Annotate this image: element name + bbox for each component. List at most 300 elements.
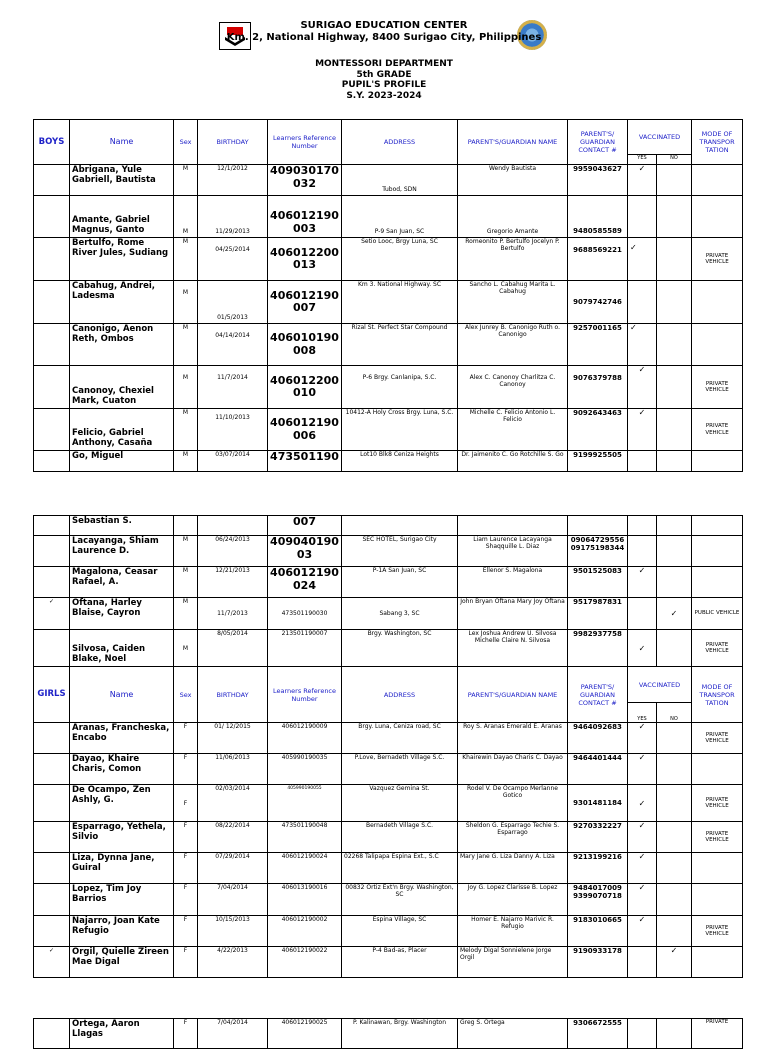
row-number bbox=[34, 853, 70, 884]
col-transport: MODE OF TRANSPOR TATION bbox=[692, 120, 743, 165]
transport-mode bbox=[692, 754, 743, 785]
pupil-birthday: 11/10/2013 bbox=[198, 409, 268, 451]
row-number bbox=[34, 754, 70, 785]
vaccinated-yes: ✓ bbox=[628, 822, 657, 853]
vaccinated-no bbox=[657, 536, 692, 567]
pupil-name: Silvosa, Caiden Blake, Noel bbox=[70, 630, 174, 667]
pupil-lrn: 473501190048 bbox=[268, 822, 342, 853]
pupil-lrn: 406012190024 bbox=[268, 853, 342, 884]
guardian-name: John Bryan Oftana Mary Joy Oftana bbox=[458, 598, 568, 630]
guardian-name: Gregorio Amante bbox=[458, 196, 568, 238]
vaccinated-yes: ✓ bbox=[628, 884, 657, 916]
pupil-address: Km 3. National Highway. SC bbox=[342, 281, 458, 324]
pupil-birthday bbox=[198, 516, 268, 536]
pupil-address: Tubod, SDN bbox=[342, 165, 458, 196]
guardian-contact: 9076379788 bbox=[568, 366, 628, 409]
pupil-name: Canonoy, Chexiel Mark, Cuaton bbox=[70, 366, 174, 409]
pupil-address: Sabang 3, SC bbox=[342, 598, 458, 630]
pupil-birthday: 10/15/2013 bbox=[198, 916, 268, 947]
guardian-contact: 9306672555 bbox=[568, 1019, 628, 1049]
table-row bbox=[34, 165, 743, 196]
pupil-lrn: 007 bbox=[268, 516, 342, 536]
col-sex: Sex bbox=[174, 120, 198, 165]
pupil-lrn: 405990190055 bbox=[268, 785, 342, 822]
pupil-lrn: 406012190025 bbox=[268, 1019, 342, 1049]
row-number bbox=[34, 916, 70, 947]
guardian-name: Roy S. Aranas Emerald E. Aranas bbox=[458, 723, 568, 754]
vaccinated-no bbox=[657, 366, 692, 409]
guardian-contact: 9464401444 bbox=[568, 754, 628, 785]
pupil-lrn: 406012200 010 bbox=[268, 366, 342, 409]
col-address: ADDRESS bbox=[342, 120, 458, 165]
table-row bbox=[34, 822, 743, 853]
pupil-address: 02268 Talipapa Espina Ext., S.C bbox=[342, 853, 458, 884]
pupil-birthday: 07/29/2014 bbox=[198, 853, 268, 884]
table-row bbox=[34, 366, 743, 409]
pupil-sex: M bbox=[174, 598, 198, 630]
table-row bbox=[34, 853, 743, 884]
guardian-name bbox=[458, 516, 568, 536]
profile-table-1 bbox=[33, 119, 743, 472]
pupil-name: Orgil, Quielle Zireen Mae Digal bbox=[70, 947, 174, 978]
transport-mode: PRIVATE VEHICLE bbox=[692, 916, 743, 947]
col-vaccinated-no: NO bbox=[657, 703, 692, 723]
guardian-contact: 9959043627 bbox=[568, 165, 628, 196]
vaccinated-yes: ✓ bbox=[628, 723, 657, 754]
pupil-name: Cabahug, Andrei, Ladesma bbox=[70, 281, 174, 324]
vaccinated-yes: ✓ bbox=[628, 916, 657, 947]
transport-mode bbox=[692, 536, 743, 567]
table-row bbox=[34, 884, 743, 916]
table-row bbox=[34, 723, 743, 754]
transport-mode: PRIVATE VEHICLE bbox=[692, 723, 743, 754]
vaccinated-no bbox=[657, 567, 692, 598]
col-birthday: BIRTHDAY bbox=[198, 120, 268, 165]
transport-mode: PRIVATE VEHICLE bbox=[692, 630, 743, 667]
pupil-name: Oftana, Harley Blaise, Cayron bbox=[70, 598, 174, 630]
pupil-address: 10412-A Holy Cross Brgy. Luna, S.C. bbox=[342, 409, 458, 451]
row-number: ✓ bbox=[34, 947, 70, 978]
pupil-birthday: 11/7/2014 bbox=[198, 366, 268, 409]
transport-mode bbox=[692, 567, 743, 598]
vaccinated-no bbox=[657, 785, 692, 822]
pupil-address: Bernadeth Village S.C. bbox=[342, 822, 458, 853]
guardian-name: Wendy Bautista bbox=[458, 165, 568, 196]
pupil-name: Lacayanga, Shiam Laurence D. bbox=[70, 536, 174, 567]
pupil-sex: F bbox=[174, 916, 198, 947]
guardian-name: Romeonito P. Bertulfo Jocelyn P. Bertulfo bbox=[458, 238, 568, 281]
vaccinated-yes: ✓ bbox=[628, 366, 657, 409]
col-address: ADDRESS bbox=[342, 667, 458, 723]
pupil-sex: M bbox=[174, 366, 198, 409]
pupil-lrn: 406012190 007 bbox=[268, 281, 342, 324]
pupil-birthday: 11/7/2013 bbox=[198, 598, 268, 630]
pupil-sex: F bbox=[174, 785, 198, 822]
vaccinated-no bbox=[657, 822, 692, 853]
pupil-birthday: 03/07/2014 bbox=[198, 451, 268, 472]
table-row bbox=[34, 947, 743, 978]
school-name: SURIGAO EDUCATION CENTER bbox=[300, 20, 468, 31]
guardian-contact: 9982937758 bbox=[568, 630, 628, 667]
pupil-birthday: 04/14/2014 bbox=[198, 324, 268, 366]
pupil-birthday: 11/06/2013 bbox=[198, 754, 268, 785]
col-sex: Sex bbox=[174, 667, 198, 723]
table-row bbox=[34, 451, 743, 472]
row-number bbox=[34, 536, 70, 567]
guardian-name: Mary Jane G. Liza Danny A. Liza bbox=[458, 853, 568, 884]
pupil-sex: F bbox=[174, 723, 198, 754]
vaccinated-yes bbox=[628, 947, 657, 978]
vaccinated-yes: ✓ bbox=[628, 853, 657, 884]
vaccinated-yes bbox=[628, 281, 657, 324]
vaccinated-yes: ✓ bbox=[628, 324, 657, 366]
pupil-sex: F bbox=[174, 822, 198, 853]
vaccinated-no bbox=[657, 196, 692, 238]
pupil-name: Go, Miguel bbox=[70, 451, 174, 472]
pupil-lrn: 473501190030 bbox=[268, 598, 342, 630]
profile-table-2 bbox=[33, 515, 743, 978]
guardian-contact: 9480585589 bbox=[568, 196, 628, 238]
col-name: Name bbox=[70, 667, 174, 723]
table-row bbox=[34, 785, 743, 822]
vaccinated-yes: ✓ bbox=[628, 754, 657, 785]
row-number bbox=[34, 785, 70, 822]
vaccinated-yes: ✓ bbox=[628, 238, 657, 281]
pupil-birthday: 11/29/2013 bbox=[198, 196, 268, 238]
table-row bbox=[34, 598, 743, 630]
pupil-birthday: 08/22/2014 bbox=[198, 822, 268, 853]
transport-mode: PRIVATE VEHICLE bbox=[692, 409, 743, 451]
guardian-contact bbox=[568, 516, 628, 536]
pupil-name: Dayao, Khaire Charis, Comon bbox=[70, 754, 174, 785]
vaccinated-yes bbox=[628, 1019, 657, 1049]
guardian-name: Greg S. Ortega bbox=[458, 1019, 568, 1049]
guardian-contact: 9688569221 bbox=[568, 238, 628, 281]
pupil-sex: F bbox=[174, 947, 198, 978]
vaccinated-no bbox=[657, 754, 692, 785]
pupil-name: Ortega, Aaron Llagas bbox=[70, 1019, 174, 1049]
page-title: PUPIL'S PROFILE bbox=[341, 80, 427, 90]
guardian-name: Joy G. Lopez Clarisse B. Lopez bbox=[458, 884, 568, 916]
pupil-address: Setio Looc, Brgy Luna, SC bbox=[342, 238, 458, 281]
col-birthday: BIRTHDAY bbox=[198, 667, 268, 723]
row-number bbox=[34, 1019, 70, 1049]
pupil-lrn: 406012190 006 bbox=[268, 409, 342, 451]
pupil-birthday: 02/03/2014 bbox=[198, 785, 268, 822]
guardian-name: Melody Digal Sonnielene Jorge Orgil bbox=[458, 947, 568, 978]
guardian-name: Khairewin Dayao Charis C. Dayao bbox=[458, 754, 568, 785]
vaccinated-yes bbox=[628, 598, 657, 630]
guardian-name: Michelle C. Felicio Antonio L. Felicio bbox=[458, 409, 568, 451]
pupil-address: Rizal St. Perfect Star Compound bbox=[342, 324, 458, 366]
pupil-birthday: 7/04/2014 bbox=[198, 1019, 268, 1049]
row-number bbox=[34, 366, 70, 409]
vaccinated-no bbox=[657, 165, 692, 196]
pupil-name: Lopez, Tim Joy Barrios bbox=[70, 884, 174, 916]
vaccinated-no bbox=[657, 853, 692, 884]
grade: 5th GRADE bbox=[356, 69, 412, 80]
pupil-lrn: 406012190009 bbox=[268, 723, 342, 754]
guardian-contact: 9301481184 bbox=[568, 785, 628, 822]
vaccinated-no: ✓ bbox=[657, 598, 692, 630]
transport-mode bbox=[692, 451, 743, 472]
pupil-address: P.Love, Bernadeth Village S.C. bbox=[342, 754, 458, 785]
table-row bbox=[34, 324, 743, 366]
row-number bbox=[34, 884, 70, 916]
header-row bbox=[34, 667, 743, 703]
pupil-sex: M bbox=[174, 165, 198, 196]
transport-mode bbox=[692, 196, 743, 238]
vaccinated-no: ✓ bbox=[657, 947, 692, 978]
vaccinated-no bbox=[657, 281, 692, 324]
pupil-lrn: 213501190007 bbox=[268, 630, 342, 667]
guardian-contact: 9190933178 bbox=[568, 947, 628, 978]
vaccinated-no bbox=[657, 324, 692, 366]
pupil-lrn: 409030170 032 bbox=[268, 165, 342, 196]
col-contact: PARENT'S/ GUARDIAN CONTACT # bbox=[568, 120, 628, 165]
pupil-name: Aranas, Francheska, Encabo bbox=[70, 723, 174, 754]
col-vaccinated: VACCINATED bbox=[628, 120, 692, 155]
pupil-address: Lot10 Blk8 Ceniza Heights bbox=[342, 451, 458, 472]
pupil-name: Esparrago, Yethela, Silvio bbox=[70, 822, 174, 853]
vaccinated-no bbox=[657, 409, 692, 451]
pupil-address: P. Kalinawan, Brgy. Washington bbox=[342, 1019, 458, 1049]
guardian-name: Alex C. Canonoy Charlitza C. Canonoy bbox=[458, 366, 568, 409]
pupil-birthday: 7/04/2014 bbox=[198, 884, 268, 916]
pupil-lrn: 409040190 03 bbox=[268, 536, 342, 567]
pupil-sex: F bbox=[174, 884, 198, 916]
pupil-address bbox=[342, 516, 458, 536]
transport-mode bbox=[692, 947, 743, 978]
table-row bbox=[34, 630, 743, 667]
pupil-address: SEC HOTEL, Surigao City bbox=[342, 536, 458, 567]
guardian-name: Liam Laurence Lacayanga Shaqquille L. Diaz bbox=[458, 536, 568, 567]
vaccinated-no bbox=[657, 723, 692, 754]
guardian-name: Dr. Jaimenito C. Go Rotchille S. Go bbox=[458, 451, 568, 472]
transport-mode bbox=[692, 853, 743, 884]
guardian-contact: 9183010665 bbox=[568, 916, 628, 947]
vaccinated-no bbox=[657, 238, 692, 281]
school-year: S.Y. 2023-2024 bbox=[346, 90, 422, 101]
pupil-birthday: 12/21/2013 bbox=[198, 567, 268, 598]
guardian-contact: 9501525083 bbox=[568, 567, 628, 598]
guardian-contact: 9092643463 bbox=[568, 409, 628, 451]
pupil-birthday: 4/22/2013 bbox=[198, 947, 268, 978]
row-number bbox=[34, 281, 70, 324]
vaccinated-yes bbox=[628, 536, 657, 567]
table-row bbox=[34, 409, 743, 451]
transport-mode: PRIVATE VEHICLE bbox=[692, 822, 743, 853]
pupil-name: Najarro, Joan Kate Refugio bbox=[70, 916, 174, 947]
guardian-name: Homer E. Najarro Marivic R. Refugio bbox=[458, 916, 568, 947]
pupil-sex: M bbox=[174, 409, 198, 451]
pupil-address: Brgy. Washington, SC bbox=[342, 630, 458, 667]
guardian-contact: 9464092683 bbox=[568, 723, 628, 754]
guardian-name: Sheldon G. Esparrago Techie S. Esparrago bbox=[458, 822, 568, 853]
col-guardian: PARENT'S/GUARDIAN NAME bbox=[458, 120, 568, 165]
transport-mode: PUBLIC VEHICLE bbox=[692, 598, 743, 630]
col-guardian: PARENT'S/GUARDIAN NAME bbox=[458, 667, 568, 723]
row-number bbox=[34, 451, 70, 472]
row-number bbox=[34, 409, 70, 451]
pupil-lrn: 406012190002 bbox=[268, 916, 342, 947]
vaccinated-no bbox=[657, 516, 692, 536]
row-number bbox=[34, 630, 70, 667]
table-row bbox=[34, 536, 743, 567]
table-row bbox=[34, 281, 743, 324]
pupil-address: 00832 Ortiz Ext'n Brgy. Washington, SC bbox=[342, 884, 458, 916]
profile-table-3 bbox=[33, 1018, 743, 1049]
vaccinated-yes: ✓ bbox=[628, 785, 657, 822]
guardian-name: Ellenor S. Magalona bbox=[458, 567, 568, 598]
vaccinated-yes: ✓ bbox=[628, 409, 657, 451]
pupil-sex: M bbox=[174, 451, 198, 472]
pupil-address: Brgy. Luna, Ceniza road, SC bbox=[342, 723, 458, 754]
row-number bbox=[34, 196, 70, 238]
pupil-address: P-1A San Juan, SC bbox=[342, 567, 458, 598]
table-row bbox=[34, 754, 743, 785]
vaccinated-yes bbox=[628, 516, 657, 536]
col-name: Name bbox=[70, 120, 174, 165]
row-number bbox=[34, 822, 70, 853]
col-vaccinated: VACCINATED bbox=[628, 667, 692, 703]
pupil-birthday: 12/1/2012 bbox=[198, 165, 268, 196]
vaccinated-no bbox=[657, 451, 692, 472]
pupil-name: De Ocampo, Zen Ashly, G. bbox=[70, 785, 174, 822]
guardian-contact: 9199925505 bbox=[568, 451, 628, 472]
vaccinated-no bbox=[657, 916, 692, 947]
pupil-name: Sebastian S. bbox=[70, 516, 174, 536]
row-number bbox=[34, 723, 70, 754]
transport-mode: PRIVATE VEHICLE bbox=[692, 366, 743, 409]
pupil-lrn: 473501190 bbox=[268, 451, 342, 472]
pupil-sex: F bbox=[174, 853, 198, 884]
vaccinated-yes bbox=[628, 451, 657, 472]
vaccinated-no bbox=[657, 1019, 692, 1049]
row-number: ✓ bbox=[34, 598, 70, 630]
pupil-sex: M bbox=[174, 238, 198, 281]
pupil-name: Liza, Dynna Jane, Guiral bbox=[70, 853, 174, 884]
school-header bbox=[0, 20, 768, 44]
pupil-birthday: 06/24/2013 bbox=[198, 536, 268, 567]
school-address: Km. 2, National Highway, 8400 Surigao City, Philippines bbox=[226, 32, 542, 43]
pupil-address: P-9 San Juan, SC bbox=[342, 196, 458, 238]
transport-mode: PRIVATE bbox=[692, 1019, 743, 1049]
table-row bbox=[34, 516, 743, 536]
pupil-lrn: 406012190022 bbox=[268, 947, 342, 978]
guardian-name: Rodel V. De Ocampo Merlanne Gotico bbox=[458, 785, 568, 822]
transport-mode bbox=[692, 324, 743, 366]
table-row bbox=[34, 567, 743, 598]
row-number bbox=[34, 567, 70, 598]
boys-section-label: BOYS bbox=[34, 120, 70, 165]
vaccinated-yes: ✓ bbox=[628, 567, 657, 598]
guardian-name: Lex Joshua Andrew U. Silvosa Michelle Claire N. Silvosa bbox=[458, 630, 568, 667]
col-vaccinated-yes: YES bbox=[628, 155, 657, 165]
pupil-birthday: 01/ 12/2015 bbox=[198, 723, 268, 754]
pupil-address: Espina Village, SC bbox=[342, 916, 458, 947]
vaccinated-no bbox=[657, 884, 692, 916]
pupil-address: P-6 Brgy. Canlanipa, S.C. bbox=[342, 366, 458, 409]
vaccinated-no bbox=[657, 630, 692, 667]
pupil-birthday: 04/25/2014 bbox=[198, 238, 268, 281]
row-number bbox=[34, 165, 70, 196]
pupil-sex: M bbox=[174, 567, 198, 598]
pupil-sex: M bbox=[174, 536, 198, 567]
col-vaccinated-yes: YES bbox=[628, 703, 657, 723]
guardian-contact: 9257001165 bbox=[568, 324, 628, 366]
col-contact: PARENT'S/ GUARDIAN CONTACT # bbox=[568, 667, 628, 723]
pupil-name: Magalona, Ceasar Rafael, A. bbox=[70, 567, 174, 598]
row-number bbox=[34, 238, 70, 281]
pupil-sex: M bbox=[174, 324, 198, 366]
pupil-lrn: 405990190035 bbox=[268, 754, 342, 785]
girls-section-label: GIRLS bbox=[34, 667, 70, 723]
pupil-birthday: 8/05/2014 bbox=[198, 630, 268, 667]
guardian-contact: 09064729556 09175198344 bbox=[568, 536, 628, 567]
pupil-birthday: 01/5/2013 bbox=[198, 281, 268, 324]
col-vaccinated-no: NO bbox=[657, 155, 692, 165]
col-lrn: Learners Reference Number bbox=[268, 667, 342, 723]
guardian-name: Sancho L. Cabahug Marita L. Cabahug bbox=[458, 281, 568, 324]
pupil-sex: F bbox=[174, 754, 198, 785]
guardian-contact: 9484017009 9399070718 bbox=[568, 884, 628, 916]
pupil-sex: F bbox=[174, 1019, 198, 1049]
pupil-lrn: 406010190 008 bbox=[268, 324, 342, 366]
transport-mode bbox=[692, 281, 743, 324]
department: MONTESSORI DEPARTMENT bbox=[315, 59, 453, 69]
guardian-contact: 9079742746 bbox=[568, 281, 628, 324]
table-row bbox=[34, 196, 743, 238]
pupil-name: Bertulfo, Rome River Jules, Sudiang bbox=[70, 238, 174, 281]
pupil-sex: M bbox=[174, 630, 198, 667]
vaccinated-yes bbox=[628, 196, 657, 238]
transport-mode bbox=[692, 884, 743, 916]
col-transport: MODE OF TRANSPOR TATION bbox=[692, 667, 743, 723]
document-title-block bbox=[0, 59, 768, 101]
transport-mode: PRIVATE VEHICLE bbox=[692, 238, 743, 281]
guardian-contact: 9270332227 bbox=[568, 822, 628, 853]
pupil-sex bbox=[174, 516, 198, 536]
transport-mode bbox=[692, 165, 743, 196]
transport-mode bbox=[692, 516, 743, 536]
vaccinated-yes: ✓ bbox=[628, 165, 657, 196]
col-lrn: Learners Reference Number bbox=[268, 120, 342, 165]
transport-mode: PRIVATE VEHICLE bbox=[692, 785, 743, 822]
pupil-name: Amante, Gabriel Magnus, Ganto bbox=[70, 196, 174, 238]
guardian-contact: 9213199216 bbox=[568, 853, 628, 884]
table-row bbox=[34, 238, 743, 281]
guardian-name: Alex Junrey B. Canonigo Ruth o. Canonigo bbox=[458, 324, 568, 366]
table-row bbox=[34, 916, 743, 947]
pupil-lrn: 406013190016 bbox=[268, 884, 342, 916]
pupil-sex: M bbox=[174, 196, 198, 238]
pupil-sex: M bbox=[174, 281, 198, 324]
header-row bbox=[34, 120, 743, 155]
pupil-address: P-4 Bad-as, Placer bbox=[342, 947, 458, 978]
table-row bbox=[34, 1019, 743, 1049]
row-number bbox=[34, 324, 70, 366]
pupil-address: Vazquez Gemina St. bbox=[342, 785, 458, 822]
row-number bbox=[34, 516, 70, 536]
pupil-lrn: 406012190 003 bbox=[268, 196, 342, 238]
guardian-contact: 9517987831 bbox=[568, 598, 628, 630]
pupil-name: Abrigana, Yule Gabriell, Bautista bbox=[70, 165, 174, 196]
vaccinated-yes: ✓ bbox=[628, 630, 657, 667]
pupil-name: Felicio, Gabriel Anthony, Casaña bbox=[70, 409, 174, 451]
pupil-lrn: 406012190 024 bbox=[268, 567, 342, 598]
pupil-lrn: 406012200 013 bbox=[268, 238, 342, 281]
